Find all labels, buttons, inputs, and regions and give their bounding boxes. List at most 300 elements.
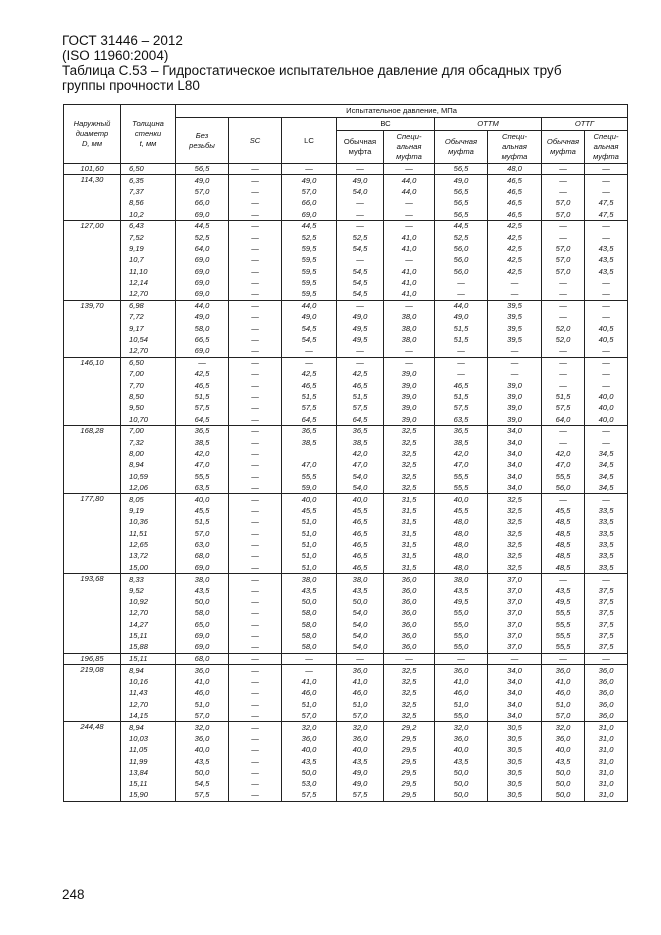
ottg-special-cell: 37,5	[585, 596, 628, 607]
bc-special-cell: 39,0	[384, 391, 435, 402]
ottm-special-cell: 34,0	[488, 437, 542, 448]
ottm-special-cell: 46,5	[488, 198, 542, 209]
sc-cell: —	[229, 744, 282, 755]
table-row	[64, 414, 628, 425]
ottm-regular-cell: 48,0	[435, 539, 488, 550]
ottm-special-cell: 30,5	[488, 779, 542, 790]
lc-cell	[282, 448, 337, 459]
sc-cell: —	[229, 699, 282, 710]
plain-end-cell: 40,0	[176, 744, 229, 755]
bc-regular-cell: 32,0	[337, 722, 384, 733]
plain-end-cell: 64,0	[176, 243, 229, 254]
bc-regular-cell: 51,5	[337, 391, 384, 402]
bc-special-cell: 29,5	[384, 744, 435, 755]
bc-regular-cell: 46,5	[337, 539, 384, 550]
table-row	[64, 175, 628, 186]
plain-end-cell: 38,5	[176, 437, 229, 448]
table-row	[64, 505, 628, 516]
ottm-regular-cell: 50,0	[435, 767, 488, 778]
wall-thickness-cell: 8,05	[121, 494, 176, 505]
bc-regular-cell: 36,0	[337, 665, 384, 676]
lc-cell: 36,5	[282, 425, 337, 436]
plain-end-cell: 69,0	[176, 631, 229, 642]
bc-regular-cell: 38,0	[337, 574, 384, 585]
bc-regular-cell: 54,0	[337, 631, 384, 642]
wall-thickness-cell: 8,33	[121, 574, 176, 585]
ottg-special-cell: 33,5	[585, 551, 628, 562]
outer-diameter-cell: 177,80	[64, 494, 121, 574]
ottg-regular-cell: 43,5	[542, 585, 585, 596]
wall-thickness-cell: 7,32	[121, 437, 176, 448]
lc-cell: 41,0	[282, 676, 337, 687]
ottg-special-cell: —	[585, 289, 628, 300]
ottg-regular-cell: 51,5	[542, 391, 585, 402]
wall-thickness-cell: 7,00	[121, 425, 176, 436]
lc-cell: 57,0	[282, 710, 337, 721]
sc-cell: —	[229, 448, 282, 459]
lc-cell: 36,0	[282, 733, 337, 744]
outer-diameter-cell: 168,28	[64, 425, 121, 493]
bc-special-cell: 31,5	[384, 528, 435, 539]
bc-regular-cell: 54,0	[337, 608, 384, 619]
table-body	[64, 164, 628, 802]
table-row	[64, 517, 628, 528]
bc-regular-cell: —	[337, 300, 384, 311]
wall-thickness-cell: 12,70	[121, 699, 176, 710]
bc-regular-cell: 50,0	[337, 596, 384, 607]
lc-cell: 32,0	[282, 722, 337, 733]
bc-special-cell: 38,0	[384, 312, 435, 323]
ottg-special-cell: 43,5	[585, 255, 628, 266]
sc-cell: —	[229, 687, 282, 698]
table-row	[64, 164, 628, 175]
lc-cell: 57,5	[282, 790, 337, 801]
ottm-regular-cell: 48,0	[435, 528, 488, 539]
ottg-special-cell: 37,5	[585, 585, 628, 596]
table-row	[64, 312, 628, 323]
bc-regular-cell: 54,0	[337, 471, 384, 482]
ottm-regular-cell: 46,0	[435, 687, 488, 698]
pressure-table	[63, 104, 628, 802]
bc-special-cell: 31,5	[384, 551, 435, 562]
ottm-regular-cell: 57,5	[435, 403, 488, 414]
wall-thickness-cell: 7,00	[121, 369, 176, 380]
ottg-special-cell: 33,5	[585, 539, 628, 550]
bc-regular-cell: 54,5	[337, 277, 384, 288]
ottg-special-cell: —	[585, 175, 628, 186]
bc-special-cell: 44,0	[384, 175, 435, 186]
ottm-regular-cell: 41,0	[435, 676, 488, 687]
ottg-regular-cell: —	[542, 175, 585, 186]
wall-thickness-cell: 8,56	[121, 198, 176, 209]
ottg-special-cell: —	[585, 186, 628, 197]
lc-cell: 43,5	[282, 585, 337, 596]
lc-cell: 38,0	[282, 574, 337, 585]
wall-thickness-cell: 10,36	[121, 517, 176, 528]
sc-cell: —	[229, 334, 282, 345]
outer-diameter-cell: 196,85	[64, 653, 121, 664]
table-row	[64, 198, 628, 209]
plain-end-cell: 69,0	[176, 255, 229, 266]
ottg-regular-cell: —	[542, 494, 585, 505]
ottg-regular-cell: 52,0	[542, 323, 585, 334]
ottg-special-cell: —	[585, 425, 628, 436]
sc-cell: —	[229, 312, 282, 323]
ottm-special-cell: 37,0	[488, 631, 542, 642]
wall-thickness-cell: 12,65	[121, 539, 176, 550]
plain-end-cell: 32,0	[176, 722, 229, 733]
ottg-regular-cell: —	[542, 232, 585, 243]
bc-special-cell: 31,5	[384, 505, 435, 516]
wall-thickness-cell: 13,72	[121, 551, 176, 562]
bc-regular-cell: —	[337, 164, 384, 175]
wall-thickness-cell: 11,10	[121, 266, 176, 277]
sc-cell: —	[229, 676, 282, 687]
table-row	[64, 528, 628, 539]
ottg-special-cell: 40,5	[585, 334, 628, 345]
bc-regular-cell: 41,0	[337, 676, 384, 687]
bc-regular-cell: 54,0	[337, 642, 384, 653]
ottm-special-cell: —	[488, 369, 542, 380]
bc-special-cell: 39,0	[384, 403, 435, 414]
ottg-special-cell: 34,5	[585, 471, 628, 482]
table-row	[64, 255, 628, 266]
ottg-special-cell: 40,0	[585, 414, 628, 425]
bc-special-cell: 38,0	[384, 334, 435, 345]
wall-thickness-cell: 12,14	[121, 277, 176, 288]
ottg-special-cell: 33,5	[585, 562, 628, 573]
plain-end-cell: 64,5	[176, 414, 229, 425]
ottm-special-cell: 34,0	[488, 665, 542, 676]
wall-thickness-cell: 6,35	[121, 175, 176, 186]
ottg-regular-cell: —	[542, 164, 585, 175]
plain-end-cell: 46,5	[176, 380, 229, 391]
table-row	[64, 494, 628, 505]
lc-cell: 59,5	[282, 289, 337, 300]
lc-cell: 51,0	[282, 528, 337, 539]
lc-cell: 50,0	[282, 596, 337, 607]
plain-end-cell: 63,5	[176, 482, 229, 493]
plain-end-cell: 69,0	[176, 562, 229, 573]
sc-cell: —	[229, 494, 282, 505]
lc-cell: 46,0	[282, 687, 337, 698]
wall-thickness-cell: 7,72	[121, 312, 176, 323]
ottm-special-cell: 39,5	[488, 300, 542, 311]
lc-cell: 44,0	[282, 300, 337, 311]
header-bc-regular: Обычная муфта	[337, 131, 384, 164]
outer-diameter-cell: 244,48	[64, 722, 121, 802]
table-row	[64, 369, 628, 380]
bc-special-cell: 32,5	[384, 448, 435, 459]
plain-end-cell: 36,5	[176, 425, 229, 436]
ottg-special-cell: 31,0	[585, 790, 628, 801]
ottm-special-cell: 32,5	[488, 551, 542, 562]
lc-cell: 58,0	[282, 642, 337, 653]
bc-special-cell: 29,2	[384, 722, 435, 733]
ottm-regular-cell: —	[435, 346, 488, 357]
ottm-regular-cell: 44,0	[435, 300, 488, 311]
wall-thickness-cell: 7,37	[121, 186, 176, 197]
ottm-special-cell: 32,5	[488, 562, 542, 573]
wall-thickness-cell: 12,06	[121, 482, 176, 493]
sc-cell: —	[229, 653, 282, 664]
sc-cell: —	[229, 528, 282, 539]
bc-special-cell: 44,0	[384, 186, 435, 197]
table-row	[64, 209, 628, 220]
lc-cell: 59,5	[282, 255, 337, 266]
table-row	[64, 448, 628, 459]
bc-regular-cell: 57,5	[337, 790, 384, 801]
ottg-special-cell: 31,0	[585, 722, 628, 733]
lc-cell: 44,5	[282, 220, 337, 231]
header-test-pressure: Испытательное давление, МПа	[176, 105, 628, 118]
table-caption-continued: группы прочности L80	[62, 78, 200, 93]
plain-end-cell: 58,0	[176, 323, 229, 334]
bc-regular-cell: 64,5	[337, 414, 384, 425]
table-row	[64, 334, 628, 345]
ottm-special-cell: 42,5	[488, 266, 542, 277]
table-row	[64, 767, 628, 778]
header-sc: SC	[229, 118, 282, 164]
ottm-special-cell: —	[488, 653, 542, 664]
plain-end-cell: 69,0	[176, 277, 229, 288]
ottm-regular-cell: 49,5	[435, 596, 488, 607]
bc-regular-cell: —	[337, 220, 384, 231]
table-row	[64, 631, 628, 642]
wall-thickness-cell: 8,00	[121, 448, 176, 459]
plain-end-cell: 69,0	[176, 209, 229, 220]
ottm-regular-cell: —	[435, 277, 488, 288]
wall-thickness-cell: 13,84	[121, 767, 176, 778]
lc-cell: 40,0	[282, 744, 337, 755]
sc-cell: —	[229, 289, 282, 300]
bc-regular-cell: 46,5	[337, 528, 384, 539]
sc-cell: —	[229, 710, 282, 721]
ottm-regular-cell: 55,5	[435, 482, 488, 493]
ottm-special-cell: 30,5	[488, 722, 542, 733]
ottm-regular-cell: 51,5	[435, 391, 488, 402]
sc-cell: —	[229, 517, 282, 528]
sc-cell: —	[229, 255, 282, 266]
wall-thickness-cell: 8,50	[121, 391, 176, 402]
table-row	[64, 676, 628, 687]
ottg-special-cell: 34,5	[585, 460, 628, 471]
sc-cell: —	[229, 596, 282, 607]
bc-special-cell: 36,0	[384, 631, 435, 642]
header-ottg: ОТТГ	[542, 118, 628, 131]
bc-special-cell: —	[384, 346, 435, 357]
lc-cell: 53,0	[282, 779, 337, 790]
table-row	[64, 653, 628, 664]
bc-special-cell: 41,0	[384, 243, 435, 254]
bc-special-cell: 39,0	[384, 369, 435, 380]
plain-end-cell: 69,0	[176, 642, 229, 653]
lc-cell: —	[282, 164, 337, 175]
ottm-special-cell: 30,5	[488, 744, 542, 755]
plain-end-cell: —	[176, 357, 229, 368]
wall-thickness-cell: 6,43	[121, 220, 176, 231]
ottg-regular-cell: —	[542, 312, 585, 323]
table-row	[64, 596, 628, 607]
ottm-special-cell: 37,0	[488, 619, 542, 630]
ottg-special-cell: 31,0	[585, 733, 628, 744]
ottg-special-cell: —	[585, 437, 628, 448]
lc-cell: 47,0	[282, 460, 337, 471]
ottg-special-cell: 37,5	[585, 642, 628, 653]
bc-special-cell: 29,5	[384, 767, 435, 778]
bc-special-cell: 32,5	[384, 665, 435, 676]
header-ottg-regular: Обычная муфта	[542, 131, 585, 164]
bc-special-cell: 36,0	[384, 574, 435, 585]
plain-end-cell: 69,0	[176, 266, 229, 277]
ottg-special-cell: —	[585, 494, 628, 505]
ottg-regular-cell: —	[542, 369, 585, 380]
plain-end-cell: 45,5	[176, 505, 229, 516]
ottg-regular-cell: —	[542, 574, 585, 585]
ottm-special-cell: 32,5	[488, 517, 542, 528]
table-row	[64, 722, 628, 733]
wall-thickness-cell: 15,90	[121, 790, 176, 801]
ottm-regular-cell: 32,0	[435, 722, 488, 733]
ottg-regular-cell: —	[542, 437, 585, 448]
table-row	[64, 300, 628, 311]
ottg-special-cell: 36,0	[585, 699, 628, 710]
bc-special-cell: 32,5	[384, 710, 435, 721]
bc-regular-cell: 36,5	[337, 425, 384, 436]
wall-thickness-cell: 15,00	[121, 562, 176, 573]
bc-regular-cell: 36,0	[337, 733, 384, 744]
sc-cell: —	[229, 779, 282, 790]
ottg-regular-cell: —	[542, 300, 585, 311]
ottm-special-cell: 37,0	[488, 608, 542, 619]
lc-cell: 51,0	[282, 539, 337, 550]
sc-cell: —	[229, 425, 282, 436]
ottm-regular-cell: 55,0	[435, 642, 488, 653]
lc-cell: 57,0	[282, 186, 337, 197]
bc-special-cell: 32,5	[384, 460, 435, 471]
ottm-regular-cell: —	[435, 369, 488, 380]
table-row	[64, 642, 628, 653]
ottm-special-cell: 34,0	[488, 699, 542, 710]
bc-regular-cell: 52,5	[337, 232, 384, 243]
lc-cell: 59,5	[282, 277, 337, 288]
ottg-special-cell: 47,5	[585, 198, 628, 209]
wall-thickness-cell: 10,7	[121, 255, 176, 266]
lc-cell: 55,5	[282, 471, 337, 482]
bc-special-cell: 32,5	[384, 482, 435, 493]
lc-cell: 59,0	[282, 482, 337, 493]
ottg-special-cell: —	[585, 653, 628, 664]
ottm-special-cell: —	[488, 357, 542, 368]
sc-cell: —	[229, 642, 282, 653]
ottg-special-cell: 31,0	[585, 744, 628, 755]
ottg-special-cell: 33,5	[585, 528, 628, 539]
sc-cell: —	[229, 790, 282, 801]
sc-cell: —	[229, 665, 282, 676]
bc-special-cell: —	[384, 164, 435, 175]
plain-end-cell: 55,5	[176, 471, 229, 482]
ottg-regular-cell: —	[542, 277, 585, 288]
bc-regular-cell: 45,5	[337, 505, 384, 516]
plain-end-cell: 49,0	[176, 175, 229, 186]
sc-cell: —	[229, 300, 282, 311]
plain-end-cell: 44,0	[176, 300, 229, 311]
plain-end-cell: 50,0	[176, 767, 229, 778]
ottm-regular-cell: 48,0	[435, 551, 488, 562]
ottg-regular-cell: —	[542, 425, 585, 436]
ottm-regular-cell: 36,0	[435, 733, 488, 744]
wall-thickness-cell: 11,43	[121, 687, 176, 698]
header-wall-thickness: Толщина стенки t, мм	[121, 105, 176, 164]
sc-cell: —	[229, 209, 282, 220]
bc-special-cell: 31,5	[384, 494, 435, 505]
ottm-regular-cell: 36,0	[435, 665, 488, 676]
wall-thickness-cell: 11,05	[121, 744, 176, 755]
sc-cell: —	[229, 437, 282, 448]
ottm-special-cell: 34,0	[488, 425, 542, 436]
ottg-regular-cell: 57,0	[542, 243, 585, 254]
bc-special-cell: 36,0	[384, 596, 435, 607]
table-row	[64, 266, 628, 277]
table-row	[64, 186, 628, 197]
bc-regular-cell: 51,0	[337, 699, 384, 710]
sc-cell: —	[229, 380, 282, 391]
ottm-regular-cell: 40,0	[435, 494, 488, 505]
lc-cell: 58,0	[282, 619, 337, 630]
ottg-special-cell: —	[585, 346, 628, 357]
ottg-special-cell: —	[585, 232, 628, 243]
sc-cell: —	[229, 232, 282, 243]
ottm-regular-cell: 49,0	[435, 312, 488, 323]
sc-cell: —	[229, 733, 282, 744]
ottg-regular-cell: —	[542, 653, 585, 664]
wall-thickness-cell: 9,50	[121, 403, 176, 414]
plain-end-cell: 43,5	[176, 756, 229, 767]
ottm-regular-cell: 56,5	[435, 186, 488, 197]
sc-cell: —	[229, 562, 282, 573]
table-row	[64, 403, 628, 414]
lc-cell: 69,0	[282, 209, 337, 220]
bc-regular-cell: 54,0	[337, 482, 384, 493]
table-row	[64, 425, 628, 436]
ottm-regular-cell: 51,5	[435, 334, 488, 345]
ottg-special-cell: —	[585, 277, 628, 288]
wall-thickness-cell: 15,88	[121, 642, 176, 653]
ottm-special-cell: 42,5	[488, 255, 542, 266]
ottm-special-cell: 46,5	[488, 175, 542, 186]
plain-end-cell: 56,5	[176, 164, 229, 175]
ottg-special-cell: 31,0	[585, 779, 628, 790]
lc-cell: 45,5	[282, 505, 337, 516]
lc-cell: 54,5	[282, 334, 337, 345]
sc-cell: —	[229, 346, 282, 357]
bc-regular-cell: 49,5	[337, 334, 384, 345]
plain-end-cell: 57,5	[176, 790, 229, 801]
ottg-special-cell: 40,0	[585, 403, 628, 414]
header-ottm-special: Специ- альная муфта	[488, 131, 542, 164]
ottg-regular-cell: 56,0	[542, 482, 585, 493]
ottg-special-cell: —	[585, 574, 628, 585]
sc-cell: —	[229, 164, 282, 175]
table-row	[64, 277, 628, 288]
bc-special-cell: 39,0	[384, 414, 435, 425]
plain-end-cell: 69,0	[176, 289, 229, 300]
ottg-special-cell: 37,5	[585, 619, 628, 630]
plain-end-cell: 57,0	[176, 186, 229, 197]
outer-diameter-cell: 127,00	[64, 220, 121, 300]
wall-thickness-cell: 6,50	[121, 357, 176, 368]
bc-regular-cell: 40,0	[337, 744, 384, 755]
